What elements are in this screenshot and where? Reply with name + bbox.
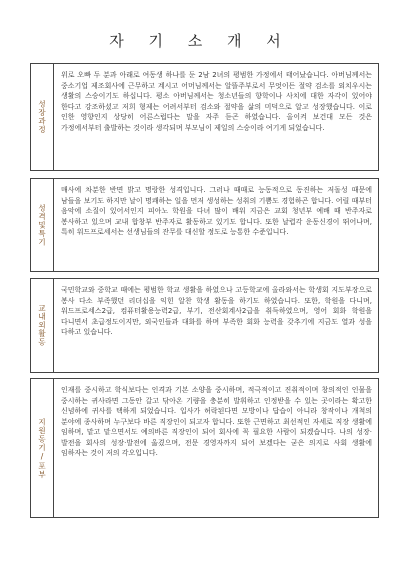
section-text: 국민학교와 중학교 때에는 평범한 학교 생활을 하였으나 고등학교에 올라와서는 학생회 지도부장으로 봉사 다소 부족했던 리더십을 익힌 알찬 학생 활동을 하기도 하였습니다. 또한, 학원을 다니며, 워드프로세스2급, 컴퓨터활용능력2급, 부기, 전산회계사2급을 취득하였으며, 영어 회화 학원을 다니면서 초급정도이지만, 외국인들과 대화를 하며 부족한 회화 능력을 갖추기에 지금도 열과 성을 다하고 있습니다.	[61, 286, 372, 336]
section-personality	[30, 178, 379, 272]
section-label: 성장과정	[31, 64, 54, 170]
section-label: 지원동기/포부	[31, 379, 54, 517]
document-title: 자 기 소 개 서	[109, 32, 291, 50]
section-text: 위로 오빠 두 분과 아래로 여동생 하나를 둔 2남 2녀의 평범한 가정에서 태어났습니다. 아버님께서는 중소기업 제조회사에 근무하고 계시고 어머님께서는 알뜰주부로서 무엇이든 절약 검소를 외치우시는 생활의 스승이기도 하십니다. 평소 아버님께서는 청소년들의 향학이나 사치에 대한 자각이 있어야 한다고 강조하셨고 저희 형제는 어려서부터 검소와 절약을 삶의 미덕으로 알고 성장했습니다. 이로 인한 영향인지 상당히 어른스럽다는 말을 자주 듣곤 하였습니다. 올이켜 보건대 모든 것은 가정에서부터 출발하는 것이라 생각되며 부모님이 제일의 스승이라 여기게 되었습니다.	[61, 71, 372, 132]
section-text: 인재를 중시하고 학식보다는 인격과 기본 소양을 중시하며, 적극적이고 진취적이며 창의적인 인물을 중시하는 귀사라면 그동안 갈고 닦아온 기량을 충분히 발휘하고 인정받을 수 있는 곳이라는 확고한 신념하에 귀사를 택하게 되었습니다. 입사가 허락된다면 모방이나 답습이 아니라 창작이나 개척의 분야에 종사하며 누구보다 바른 직장인이 되고자 합니다. 또한 근면하고 최선적인 자세로 직장 생활에 임하며, 맡고 맡으면서도 예의바른 직장인이 되어 회사에 꼭 필요한 사람이 되겠습니다. 나의 성장·발전을 회사의 성장·발전에 옮겼으며, 전문 경영자까지 되어 보겠다는 굳은 의지로 사회 생활에 임하자는 것이 저의 각오입니다.	[61, 386, 372, 457]
section-growth	[30, 63, 379, 171]
section-label: 성격및특기	[31, 179, 54, 271]
section-label: 교내외활동	[31, 279, 54, 372]
section-motivation	[30, 378, 379, 518]
section-activities	[30, 278, 379, 373]
section-text: 매사에 차분한 반면 밝고 명랑한 성격입니다. 그러나 때때로 능동적으로 동진하는 저돌성 때문에 남들을 보기도 하지만 날이 명쾌하는 일을 먼저 생성하는 성취의 기쁨도 경험하곤 합니다. 어릴 때부터 음악에 소질이 있어서인지 피아노 학원을 다녀 많이 배워 지금은 교회 청년부 예배 때 반주자로 봉사하고 있으며 교내 합창부 반주자로 활동하고 있기도 합니다. 또한 날렵각 운동신경이 뛰어나며, 특히 워드프로세서는 선생님들의 잔무를 대신할 정도로 능통한 수준입니다.	[61, 186, 372, 236]
